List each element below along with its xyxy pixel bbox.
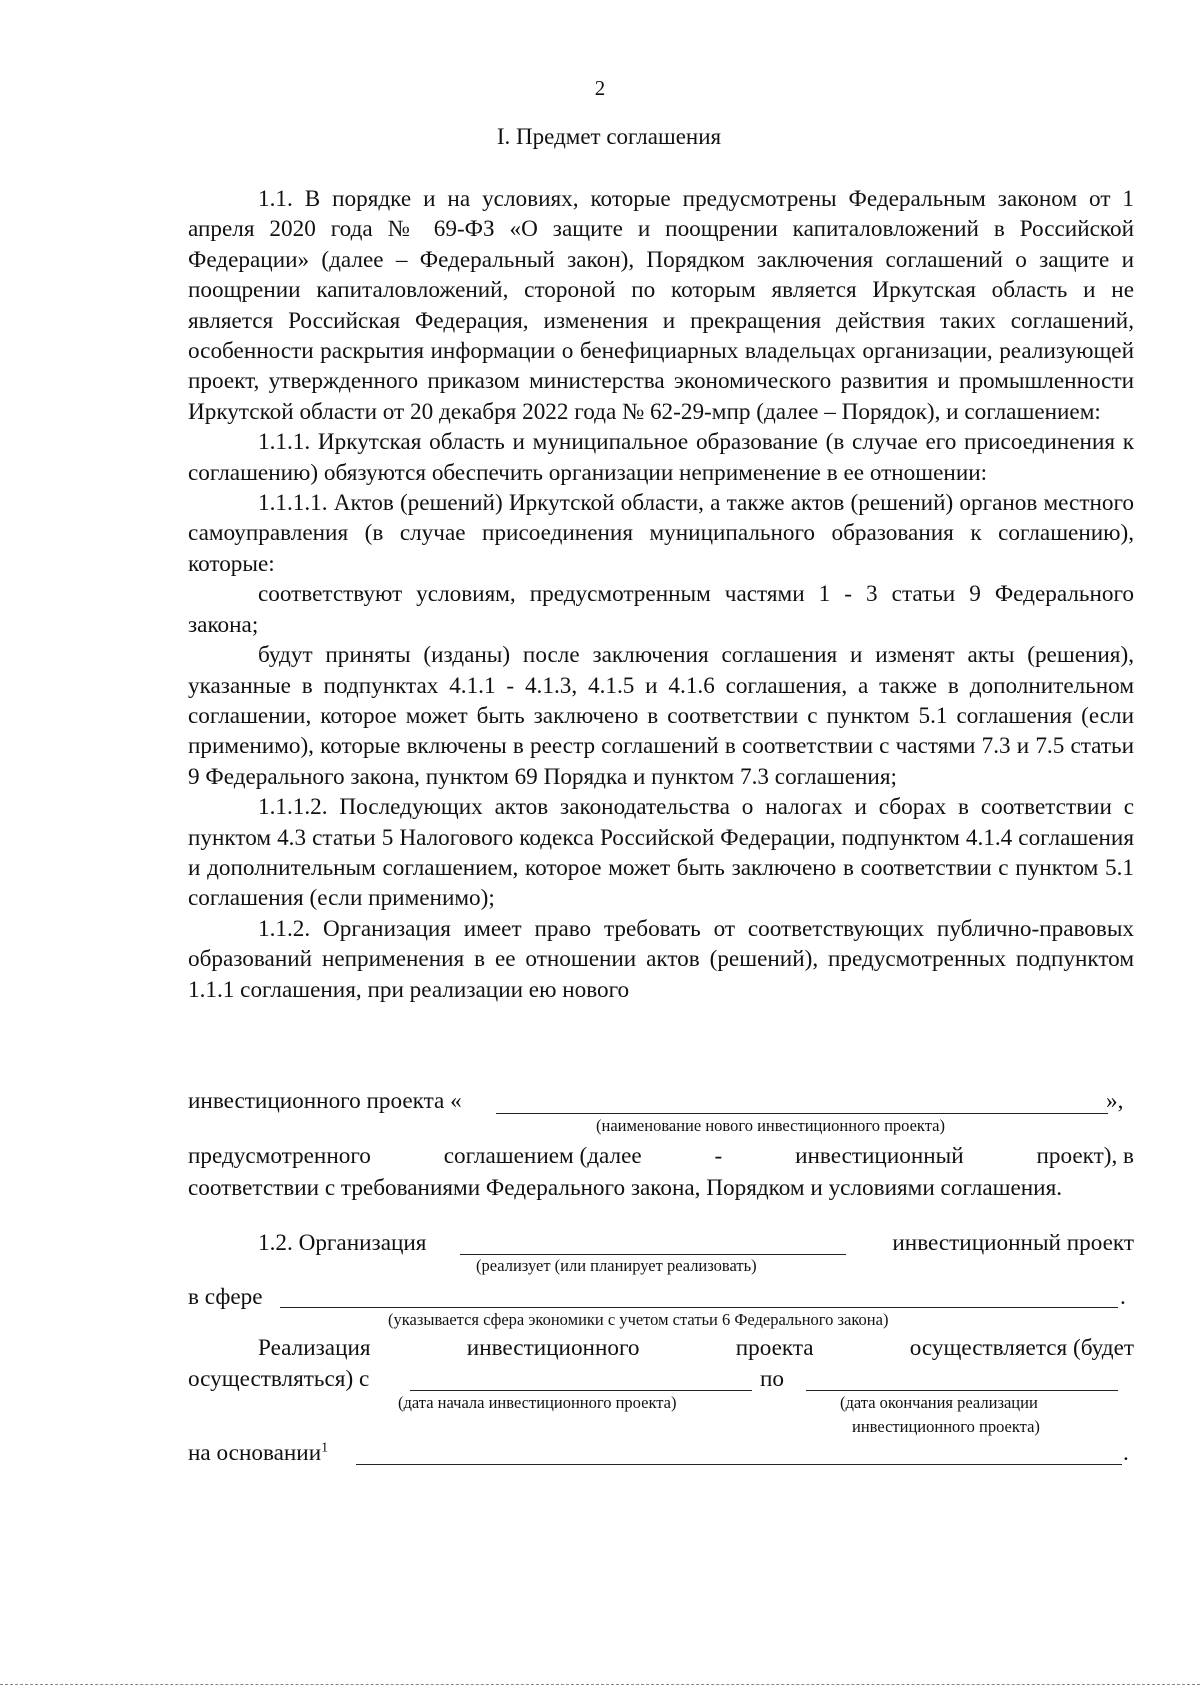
document-body: [188, 184, 1134, 1005]
paragraph-1-1-1: 1.1.1. Иркутская область и муниципальное образование (в случае его присоединения к соглашению) обязуются обеспечить организации неприменение в ее отношении:: [188, 429, 1134, 486]
page-bottom-rule: [0, 1684, 1200, 1685]
paragraph-1-1-1-2: 1.1.1.2. Последующих актов законодательства о налогах и сборах в соответствии с пунктом 4.3 статьи 5 Налогового кодекса Российской Федерации, подпунктом 4.1.4 соглашения и дополнительным соглашением, которое может быть заключено в соответствии с пунктом 5.1 соглашения (если применимо);: [188, 794, 1134, 912]
end-date-hint-2: инвестиционного проекта): [852, 1417, 1040, 1436]
end-date-hint-1: (дата окончания реализации: [840, 1393, 1038, 1412]
continuation-line: [188, 1143, 1134, 1170]
sphere-end: .: [1120, 1284, 1126, 1310]
project-name-row: [188, 1088, 1134, 1115]
impl-from-label: осуществляться) с: [188, 1366, 370, 1392]
impl-word-3: проекта: [735, 1335, 814, 1361]
continuation-text: соответствии с требованиями Федерального закона, Порядком и условиями соглашения.: [188, 1175, 1063, 1201]
footnote-marker: 1: [321, 1440, 329, 1456]
sphere-label: в сфере: [188, 1284, 263, 1310]
section-title: I. Предмет соглашения: [496, 124, 722, 149]
word-1: предусмотренного: [188, 1143, 371, 1169]
impl-to-label: по: [760, 1366, 785, 1392]
project-suffix: »,: [1106, 1088, 1124, 1114]
project-prefix: инвестиционного проекта «: [188, 1088, 462, 1114]
paragraph-1-1-2: 1.1.2. Организация имеет право требовать от соответствующих публично-правовых образований неприменения в ее отношении актов (решений), предусмотренных подпунктом 1.1.1 соглашения, при реализации ею нового: [188, 915, 1134, 1003]
paragraph-conditions: соответствуют условиям, предусмотренным частями 1 - 3 статьи 9 Федерального закона;: [188, 581, 1134, 638]
impl-word-1: Реализация: [258, 1335, 371, 1361]
org-status-field[interactable]: [460, 1254, 846, 1255]
org-hint: (реализует (или планирует реализовать): [476, 1256, 757, 1275]
word-4: инвестиционный: [795, 1143, 964, 1169]
word-3: -: [714, 1143, 723, 1169]
paragraph-1-1: 1.1. В порядке и на условиях, которые предусмотрены Федеральным законом от 1 апреля 2020 года № 69-ФЗ «О защите и поощрении капиталовложений в Российской Федерации» (далее – Федеральный закон), Порядком заключения соглашений о защите и поощрении капиталовложений, стороной по которым является Иркутская область и не является Российская Федерация, изменения и прекращения действия таких соглашений, особенности раскрытия информации о бенефициарных владельцах организации, реализующей проект, утвержденного приказом министерства экономического развития и промышленности Иркутской области от 20 декабря 2022 года № 62-29-мпр (далее – Порядок), и соглашением:: [188, 186, 1134, 425]
sphere-hint: (указывается сфера экономики с учетом статьи 6 Федерального закона): [388, 1310, 889, 1329]
word-5: проект), в: [1036, 1143, 1134, 1169]
impl-line: [258, 1335, 1134, 1362]
basis-end: .: [1123, 1440, 1129, 1466]
start-date-field[interactable]: [410, 1390, 752, 1391]
start-date-hint: (дата начала инвестиционного проекта): [398, 1393, 677, 1412]
project-name-hint: (наименование нового инвестиционного проекта): [596, 1116, 945, 1135]
org-label: 1.2. Организация: [258, 1230, 427, 1256]
basis-row: [188, 1440, 1134, 1467]
impl-word-4: осуществляется (будет: [909, 1335, 1134, 1361]
sphere-field[interactable]: [280, 1307, 1118, 1308]
end-date-field[interactable]: [806, 1390, 1118, 1391]
org-suffix: инвестиционный проект: [892, 1230, 1134, 1256]
continuation-text-block: [188, 1173, 1134, 1203]
paragraph-future-acts: будут приняты (изданы) после заключения соглашения и изменят акты (решения), указанные в подпунктах 4.1.1 - 4.1.3, 4.1.5 и 4.1.6 соглашения, а также в дополнительном соглашении, которое может быть заключено в соответствии с пунктом 5.1 соглашения (если применимо), которые включены в реестр соглашений в соответствии с частями 7.3 и 7.5 статьи 9 Федерального закона, пунктом 69 Порядка и пунктом 7.3 соглашения;: [188, 642, 1134, 790]
project-name-field[interactable]: [496, 1113, 1108, 1114]
paragraph-1-1-1-1: 1.1.1.1. Актов (решений) Иркутской области, а также актов (решений) органов местного самоуправления (в случае присоединения муниципального образования к соглашению), которые:: [188, 490, 1134, 577]
impl-word-2: инвестиционного: [466, 1335, 640, 1361]
page-number: 2: [594, 76, 606, 100]
word-2: соглашением (далее: [443, 1143, 642, 1169]
basis-field[interactable]: [356, 1464, 1122, 1465]
basis-label: на основании: [188, 1440, 322, 1466]
